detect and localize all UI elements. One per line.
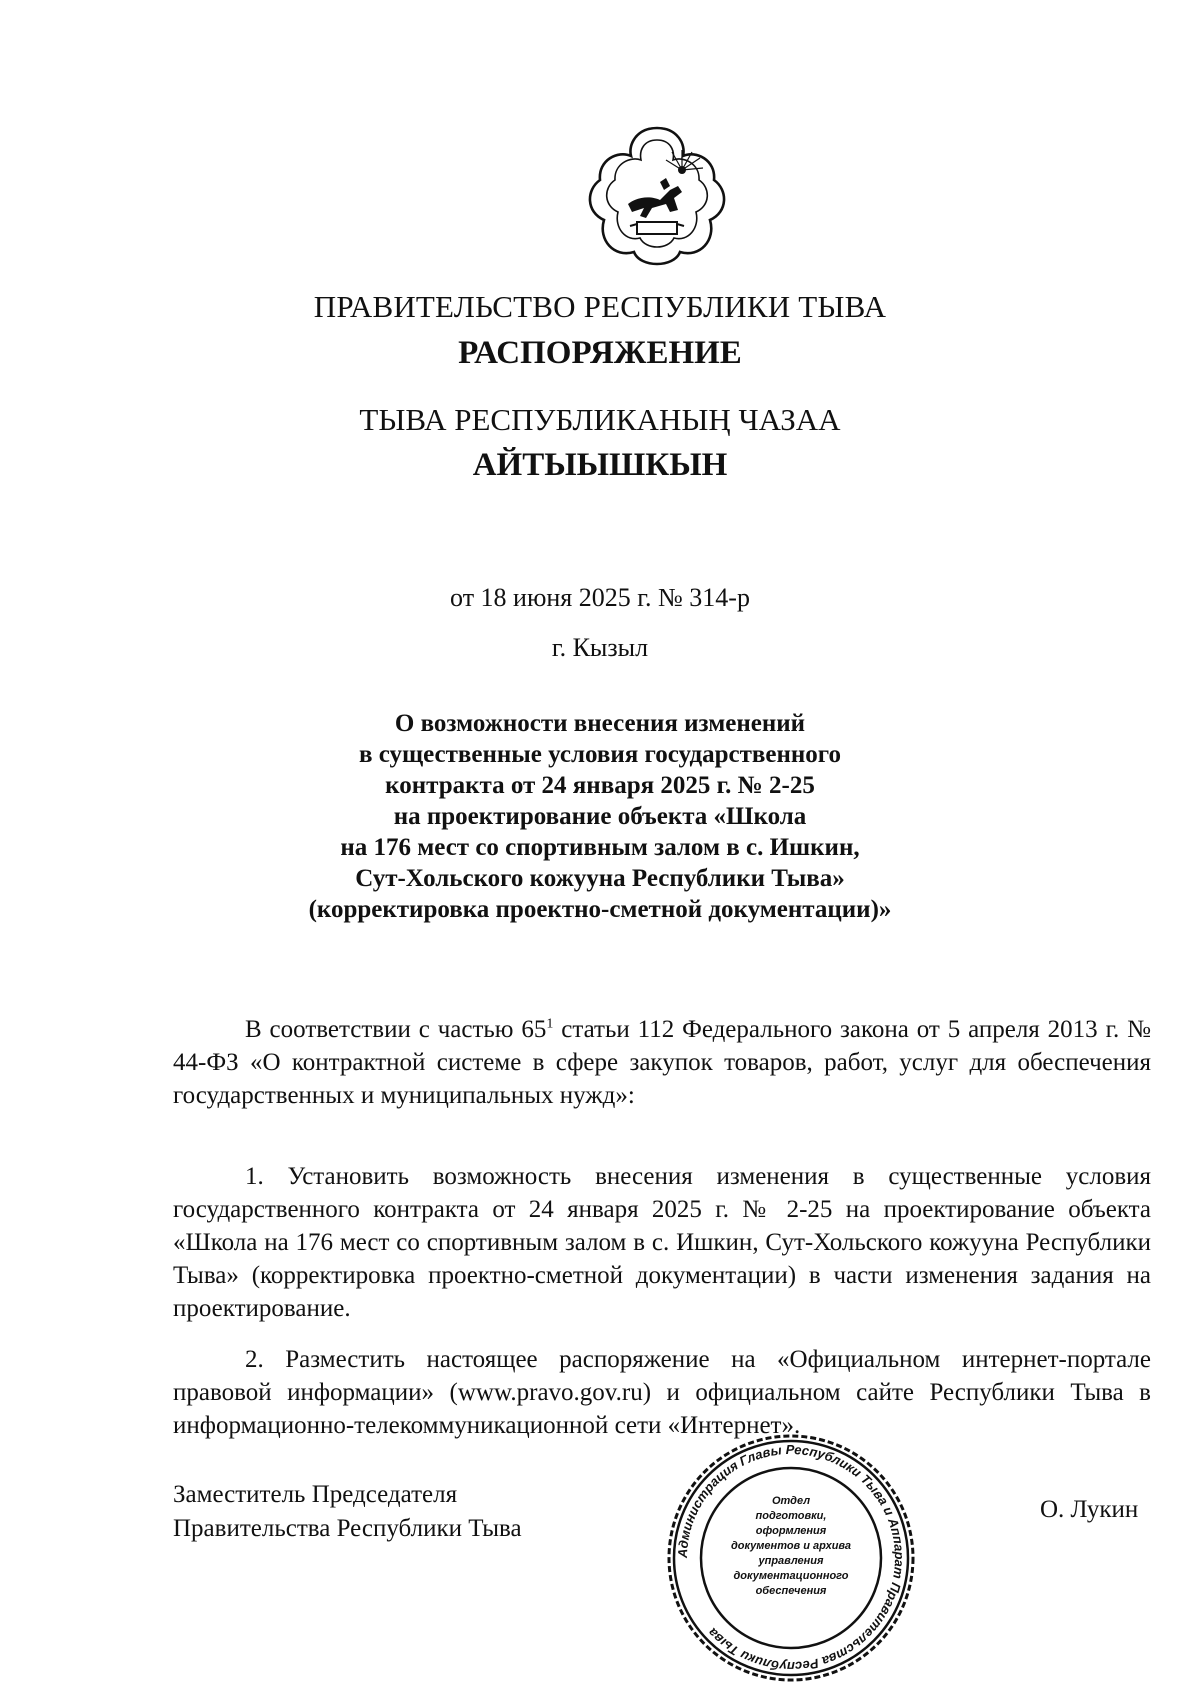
intro-text-start: В соответствии с частью 65 [245,1016,547,1043]
title-line: на проектирование объекта «Школа [393,803,807,830]
title-line: (корректировка проектно-сметной документации)» [308,896,892,923]
item-2-text: 2. Разместить настоящее распоряжение на «Официальном интернет-портале правовой информации» (www.pravo.gov.ru) и официальном сайте Республики Тыва в информационно-телекоммуникационной сети «Интернет». [173,1346,1151,1439]
stamp-line: оформления [755,1525,827,1537]
stamp-line: документационного [733,1570,849,1582]
title-line: Сут-Хольского кожууна Республики Тыва» [355,865,845,892]
item-1-text: 1. Установить возможность внесения изменения в существенные условия государственного контракта от 24 января 2025 г. № 2-25 на проектирование объекта «Школа на 176 мест со спортивным залом в с. Ишкин, Сут-Хольского кожууна Республики Тыва» (корректировка проектно-сметной документации) в части изменения задания на проектирование. [173,1163,1151,1322]
document-type: РАСПОРЯЖЕНИЕ [458,335,742,371]
official-stamp [665,1432,917,1684]
stamp-line: документов и архива [730,1540,852,1552]
intro-superscript: 1 [546,1016,554,1032]
document-date-number: от 18 июня 2025 г. № 314-р [450,583,750,612]
tyva-coat-of-arms-icon [582,120,732,270]
stamp-line: подготовки, [755,1510,827,1522]
signatory-position [173,1478,522,1546]
title-line: на 176 мест со спортивным залом в с. Ишкин, [340,834,860,861]
document-type-tyvan: АЙТЫЫШКЫН [472,447,728,483]
title-line: О возможности внесения изменений [394,710,806,737]
title-line: контракта от 24 января 2025 г. № 2-25 [385,772,815,799]
stamp-inner-text [723,1494,859,1599]
document-title [0,708,1200,925]
government-name-tyvan: ТЫВА РЕСПУБЛИКАНЫҢ ЧАЗАА [359,402,841,437]
stamp-ring-text: Администрация Главы Республики Тыва и Аппарат Правительства Республики Тыва [674,1441,908,1675]
intro-text-rest: статьи 112 Федерального закона от 5 апреля 2013 г. № 44-ФЗ «О контрактной системе в сфере закупок товаров, работ, услуг для обеспечения государственных и муниципальных нужд»: [173,1016,1151,1109]
intro-paragraph [173,1013,1151,1112]
government-name: ПРАВИТЕЛЬСТВО РЕСПУБЛИКИ ТЫВА [313,289,887,324]
document-city: г. Кызыл [551,633,649,662]
stamp-line: обеспечения [755,1585,827,1597]
stamp-line: Отдел [771,1495,811,1507]
signatory-position-line2: Правительства Республики Тыва [173,1515,522,1542]
signatory-position-line1: Заместитель Председателя [173,1481,458,1508]
item-2-paragraph [173,1343,1151,1442]
item-1-paragraph [173,1160,1151,1325]
stamp-line: управления [758,1555,824,1567]
signatory-name: О. Лукин [1040,1496,1139,1523]
title-line: в существенные условия государственного [358,741,842,768]
